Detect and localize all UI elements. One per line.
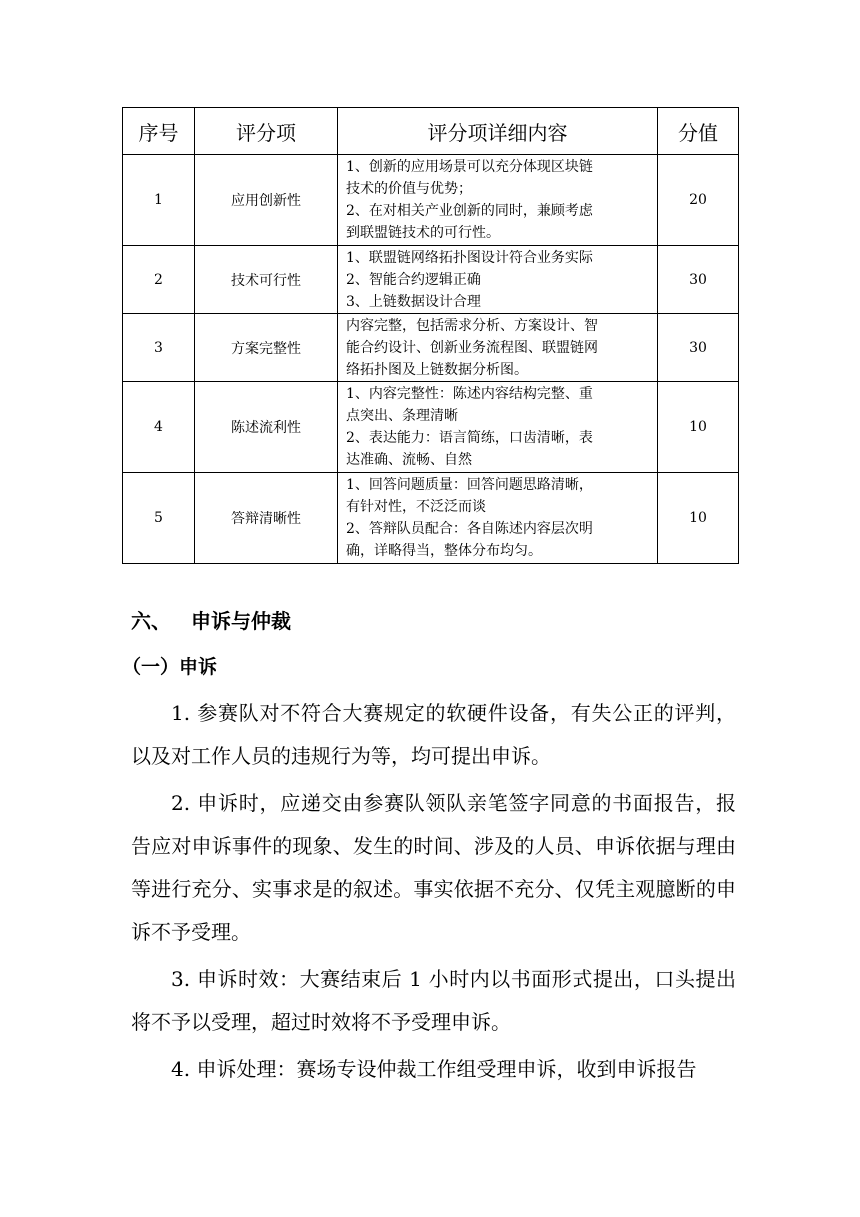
row-number: 4	[123, 382, 195, 473]
header-number: 序号	[123, 108, 195, 155]
row-score: 30	[658, 314, 739, 382]
row-item: 技术可行性	[195, 246, 338, 314]
detail-line: 技术的价值与优势；	[346, 181, 472, 197]
body-text	[131, 692, 736, 1091]
detail-line: 2、智能合约逻辑正确	[346, 271, 481, 288]
detail-line: 2、答辩队员配合：各自陈述内容层次明	[346, 521, 593, 537]
header-score: 分值	[658, 108, 739, 155]
header-detail: 评分项详细内容	[338, 108, 658, 155]
row-number: 2	[123, 246, 195, 314]
row-score: 30	[658, 246, 739, 314]
section-heading	[131, 605, 291, 634]
row-detail	[338, 155, 658, 246]
row-item: 应用创新性	[195, 155, 338, 246]
detail-line: 2、在对相关产业创新的同时，兼顾考虑	[346, 203, 593, 219]
subsection-heading: （一）申诉	[122, 656, 218, 678]
table-row	[123, 155, 739, 246]
row-detail	[338, 382, 658, 473]
row-number: 3	[123, 314, 195, 382]
detail-line: 有针对性，不泛泛而谈	[346, 499, 486, 515]
detail-line: 1、联盟链网络拓扑图设计符合业务实际	[346, 249, 593, 266]
detail-line: 点突出、条理清晰	[346, 408, 458, 424]
table-row	[123, 246, 739, 314]
table-header-row	[123, 108, 739, 155]
table-row	[123, 473, 739, 564]
row-score: 20	[658, 155, 739, 246]
detail-line: 2、表达能力：语言简练，口齿清晰，表	[346, 430, 593, 446]
row-score: 10	[658, 473, 739, 564]
paragraph: 4. 申诉处理：赛场专设仲裁工作组受理申诉，收到申诉报告	[171, 1057, 697, 1081]
detail-line: 1、内容完整性：陈述内容结构完整、重	[346, 386, 593, 402]
detail-line: 内容完整，包括需求分析、方案设计、智	[346, 317, 598, 334]
row-number: 1	[123, 155, 195, 246]
paragraph: 2. 申诉时，应递交由参赛队领队亲笔签字同意的书面报告，报告应对申诉事件的现象、发生的时间、涉及的人员、申诉依据与理由等进行充分、实事求是的叙述。事实依据不充分、仅凭主观臆断的申诉不予受理。	[131, 791, 736, 944]
detail-line: 到联盟链技术的可行性。	[346, 225, 500, 241]
table-row	[123, 382, 739, 473]
row-score: 10	[658, 382, 739, 473]
section-number: 六、	[131, 609, 171, 633]
row-item: 答辩清晰性	[195, 473, 338, 564]
detail-line: 络拓扑图及上链数据分析图。	[346, 361, 528, 378]
scoring-table	[122, 107, 739, 564]
paragraph: 1. 参赛队对不符合大赛规定的软硬件设备，有失公正的评判，以及对工作人员的违规行为等，均可提出申诉。	[131, 701, 736, 768]
row-item: 方案完整性	[195, 314, 338, 382]
section-title: 申诉与仲裁	[191, 609, 291, 633]
row-item: 陈述流利性	[195, 382, 338, 473]
detail-line: 1、创新的应用场景可以充分体现区块链	[346, 159, 593, 175]
row-detail	[338, 314, 658, 382]
detail-line: 3、上链数据设计合理	[346, 293, 481, 310]
detail-line: 能合约设计、创新业务流程图、联盟链网	[346, 339, 598, 356]
paragraph: 3. 申诉时效：大赛结束后 1 小时内以书面形式提出，口头提出将不予以受理，超过时效将不予受理申诉。	[131, 967, 736, 1034]
row-number: 5	[123, 473, 195, 564]
detail-line: 达准确、流畅、自然	[346, 452, 472, 468]
row-detail	[338, 473, 658, 564]
detail-line: 1、回答问题质量：回答问题思路清晰，	[346, 477, 593, 493]
header-item: 评分项	[195, 108, 338, 155]
detail-line: 确，详略得当，整体分布均匀。	[346, 543, 542, 559]
table-row	[123, 314, 739, 382]
row-detail	[338, 246, 658, 314]
